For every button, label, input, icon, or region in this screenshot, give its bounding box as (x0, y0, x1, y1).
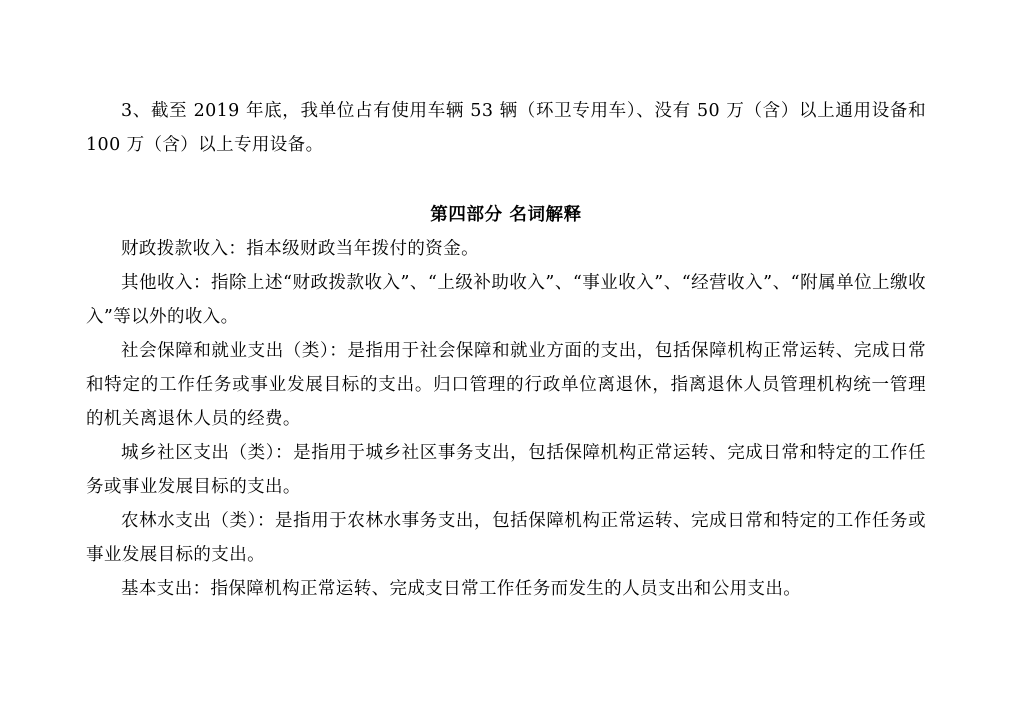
section-spacer (86, 162, 926, 198)
definition-basic-expenditure: 基本支出：指保障机构正常运转、完成支日常工作任务而发生的人员支出和公用支出。 (121, 579, 802, 599)
vehicle-assets-paragraph: 3、截至 2019 年底，我单位占有使用车辆 53 辆（环卫专用车）、没有 50 万（含）以上通用设备和 100 万（含）以上专用设备。 (86, 101, 926, 155)
definition-other-income: 其他收入：指除上述“财政拨款收入”、“上级补助收入”、“事业收入”、“经营收入”、“附属单位上缴收入”等以外的收入。 (86, 273, 926, 327)
definition-agriculture-water: 农林水支出（类）：是指用于农林水事务支出，包括保障机构正常运转、完成日常和特定的工作任务或事业发展目标的支出。 (86, 511, 926, 565)
definition-urban-rural-community: 城乡社区支出（类）：是指用于城乡社区事务支出，包括保障机构正常运转、完成日常和特定的工作任务或事业发展目标的支出。 (86, 443, 926, 497)
definition-fiscal-appropriation: 财政拨款收入：指本级财政当年拨付的资金。 (121, 239, 479, 259)
definition-social-security: 社会保障和就业支出（类）：是指用于社会保障和就业方面的支出，包括保障机构正常运转、完成日常和特定的工作任务或事业发展目标的支出。归口管理的行政单位离退休，指离退休人员管理机构统一管理的机关离退休人员的经费。 (86, 341, 926, 429)
document-page (86, 94, 926, 606)
section-heading: 第四部分 名词解释 (430, 205, 582, 225)
